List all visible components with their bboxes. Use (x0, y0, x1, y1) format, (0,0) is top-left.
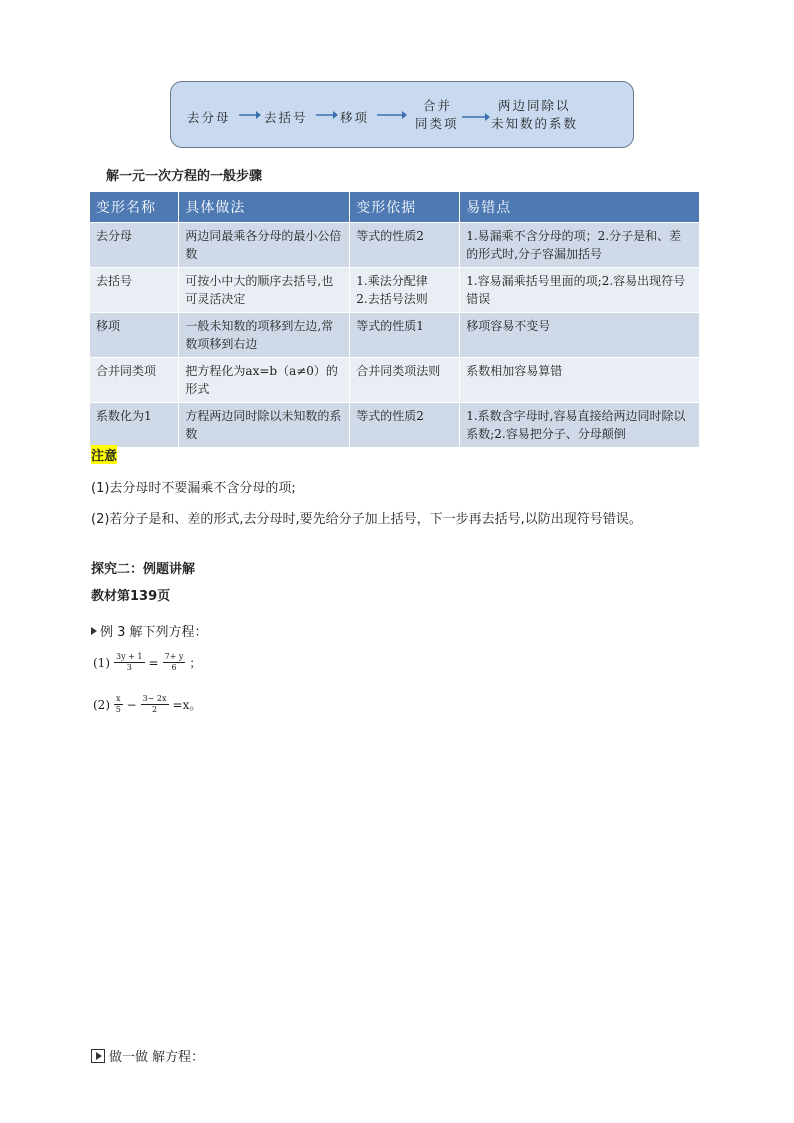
steps-table-title: 解一元一次方程的一般步骤 (106, 169, 263, 184)
equation-2-label: (2) (93, 697, 110, 712)
cell-basis: 合并同类项法则 (350, 357, 460, 402)
numerator: 3y + 1 (116, 652, 143, 661)
boxed-play-icon (91, 1049, 105, 1063)
equation-2 (91, 694, 203, 715)
table-row (90, 402, 700, 447)
flow-step-remove-brackets: 去括号 (264, 110, 308, 125)
cell-basis: 1.乘法分配律 2.去括号法则 (350, 267, 460, 312)
equation-2-rhs: =x。 (172, 698, 202, 712)
denominator: 3 (126, 663, 132, 672)
example-heading (91, 621, 208, 640)
cell-basis: 等式的性质2 (350, 402, 460, 447)
table-row (90, 222, 700, 267)
cell-basis: 等式的性质2 (350, 222, 460, 267)
cell-pitfall: 系数相加容易算错 (460, 357, 700, 402)
numerator: 3− 2x (142, 694, 167, 703)
numerator: x (116, 694, 121, 703)
cell-pitfall: 1.容易漏乘括号里面的项;2.容易出现符号错误 (460, 267, 700, 312)
equation-1 (91, 652, 203, 673)
cell-step-name: 合并同类项 (90, 357, 179, 402)
cell-method: 可按小中大的顺序去括号,也可灵活决定 (179, 267, 350, 312)
cell-step-name: 去括号 (90, 267, 179, 312)
arrow-right-icon (377, 110, 407, 120)
flow-step-divide-line1: 两边同除以 (498, 98, 571, 113)
solving-steps-flowchart (170, 81, 634, 148)
cell-method: 把方程化为ax=b（a≠0）的形式 (179, 357, 350, 402)
cell-basis: 等式的性质1 (350, 312, 460, 357)
table-header-row (90, 192, 700, 222)
textbook-reference: 教材第139页 (91, 589, 171, 604)
note-item-2: (2)若分子是和、差的形式,去分母时,要先给分子加上括号，下一步再去括号,以防出现符号错误。 (91, 512, 642, 527)
section-heading: 探究二：例题讲解 (91, 562, 196, 577)
header-step-name: 变形名称 (90, 192, 179, 222)
practice-label: 做一做 解方程： (109, 1050, 205, 1065)
cell-method: 两边同最乘各分母的最小公倍数 (179, 222, 350, 267)
cell-method: 方程两边同时除以未知数的系数 (179, 402, 350, 447)
arrow-right-icon (239, 110, 261, 120)
flow-step-remove-denominator: 去分母 (187, 110, 231, 125)
minus-sign: − (126, 697, 137, 712)
cell-pitfall: 移项容易不变号 (460, 312, 700, 357)
fraction (114, 652, 145, 673)
table-row (90, 357, 700, 402)
header-method: 具体做法 (179, 192, 350, 222)
flow-step-transpose: 移项 (340, 110, 370, 125)
equation-1-end: ； (189, 656, 202, 670)
cell-step-name: 去分母 (90, 222, 179, 267)
note-item-1: (1)去分母时不要漏乘不含分母的项; (91, 481, 296, 496)
example-heading-text: 例 3 解下列方程： (100, 625, 208, 640)
arrow-right-icon (316, 110, 338, 120)
fraction (141, 694, 169, 715)
table-row (90, 312, 700, 357)
denominator: 5 (115, 705, 121, 714)
cell-pitfall: 1.系数含字母时,容易直接给两边同时除以系数;2.容易把分子、分母颠倒 (460, 402, 700, 447)
cell-method: 一般未知数的项移到左边,常数项移到右边 (179, 312, 350, 357)
flow-step-combine-line2: 同类项 (415, 116, 459, 131)
table-row (90, 267, 700, 312)
practice-prompt (91, 1046, 204, 1065)
numerator: 7+ y (164, 652, 184, 661)
denominator: 6 (171, 663, 177, 672)
flow-step-combine-line1: 合并 (423, 98, 453, 113)
triangle-bullet-icon (91, 627, 97, 635)
flow-step-divide-line2: 未知数的系数 (491, 116, 579, 131)
note-heading: 注意 (91, 445, 117, 464)
fraction (114, 694, 123, 715)
cell-pitfall: 1.易漏乘不含分母的项；2.分子是和、差的形式时,分子容漏加括号 (460, 222, 700, 267)
arrow-right-icon (462, 112, 490, 122)
steps-table (90, 192, 700, 447)
fraction (163, 652, 186, 673)
cell-step-name: 移项 (90, 312, 179, 357)
header-pitfall: 易错点 (460, 192, 700, 222)
denominator: 2 (152, 705, 158, 714)
cell-step-name: 系数化为1 (90, 402, 179, 447)
header-basis: 变形依据 (350, 192, 460, 222)
equals-sign: = (148, 655, 159, 670)
equation-1-label: (1) (93, 655, 110, 670)
